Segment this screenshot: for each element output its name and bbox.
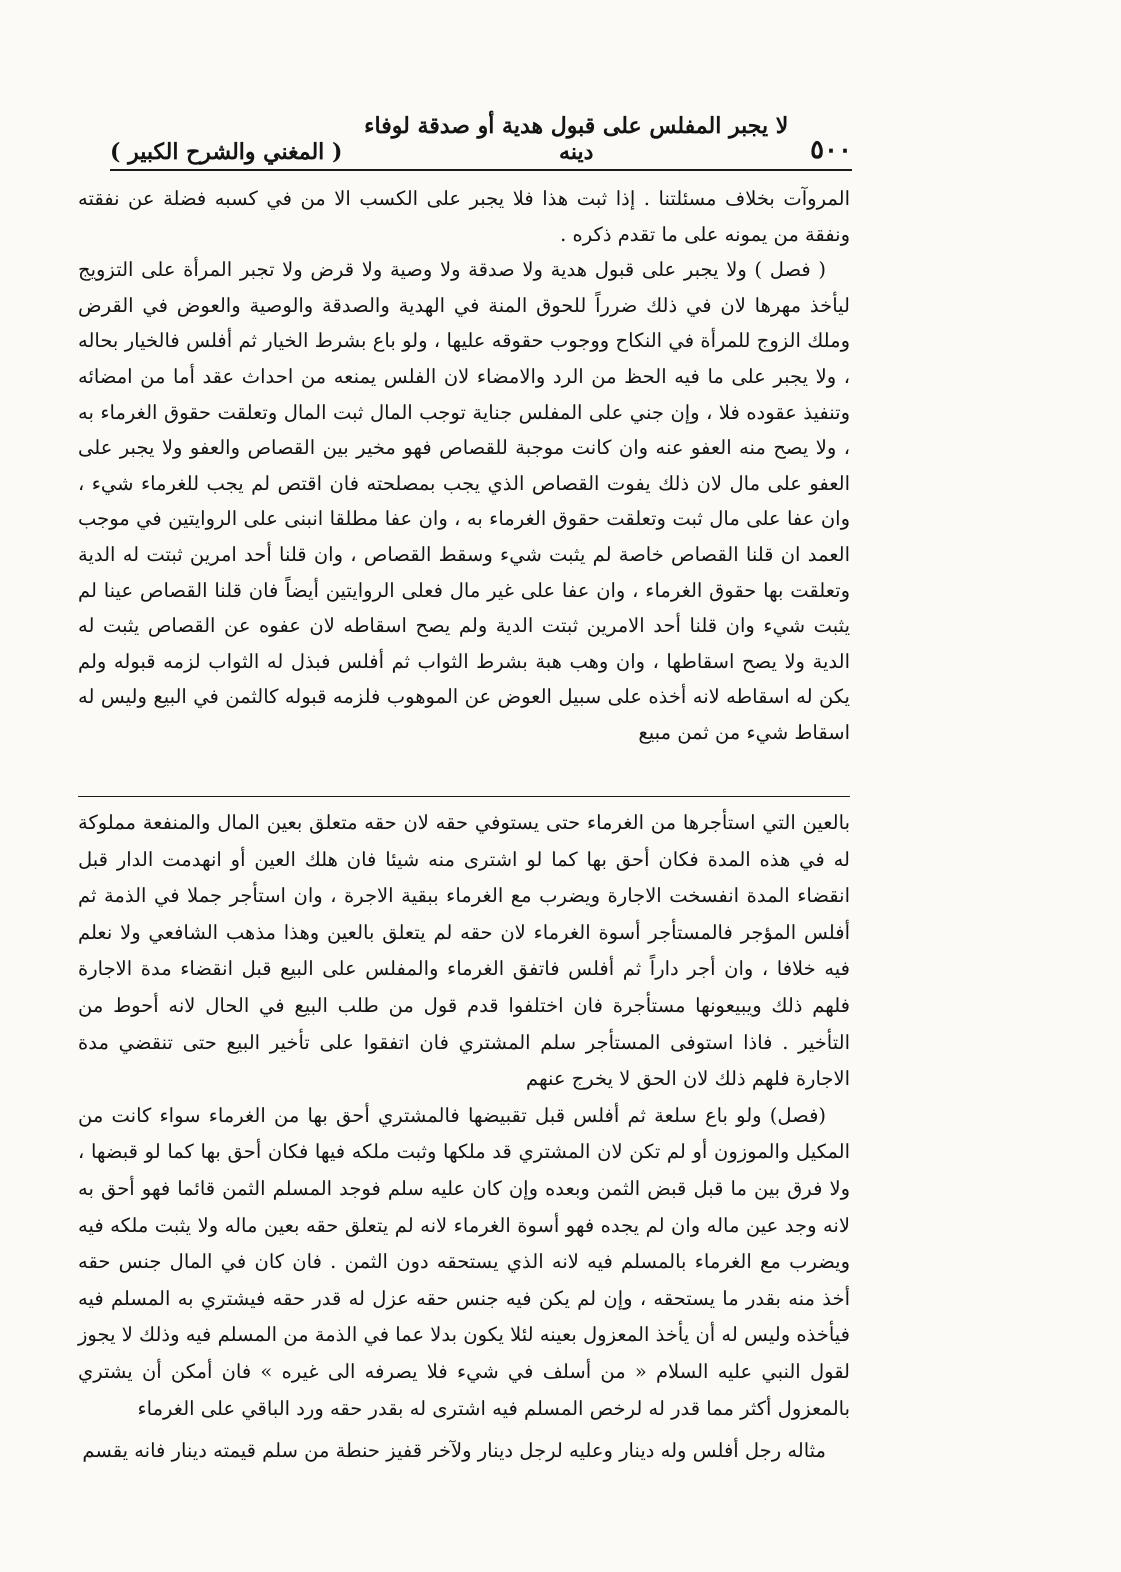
book-title: ( المغني والشرح الكبير ) [110, 139, 343, 165]
lower-paragraph-3: مثاله رجل أفلس وله دينار وعليه لرجل دينار ولآخر قفيز حنطة من سلم قيمته دينار فانه يقسم [82, 1439, 826, 1463]
lower-text-block [78, 805, 850, 1470]
lower-paragraph-1: بالعين التي استأجرها من الغرماء حتى يستوفي حقه لان حقه متعلق بعين المال والمنفعة مملوكة له في هذه المدة فكان أحق بها كما لو اشترى منه شيئا فان هلك العين أو انهدمت الدار قبل انقضاء المدة انفسخت الاجارة ويضرب مع الغرماء ببقية الاجرة ، وان استأجر جملا في الذمة ثم أفلس المؤجر فالمستأجر أسوة الغرماء لان حقه لم يتعلق بالعين وهذا مذهب الشافعي ولا نعلم فيه خلافا ، وان أجر داراً ثم أفلس فاتفق الغرماء والمفلس على البيع قبل انقضاء مدة الاجارة فلهم ذلك ويبيعونها مستأجرة فان اختلفوا قدم قول من طلب البيع في الحال لانه أحوط من التأخير . فاذا استوفى المستأجر سلم المشتري فان اتفقوا على تأخير البيع حتى تنقضي مدة الاجارة فلهم ذلك لان الحق لا يخرج عنهم [78, 811, 850, 1091]
section-divider [78, 796, 850, 797]
upper-paragraph-2: ( فصل ) ولا يجبر على قبول هدية ولا صدقة ولا وصية ولا قرض ولا تجبر المرأة على التزويج ليأخذ مهرها لان في ذلك ضرراً للحوق المنة في الهدية والصدقة والوصية والعوض في القرض وملك الزوج للمرأة في النكاح ووجوب حقوقه عليها ، ولو باع بشرط الخيار ثم أفلس فالخيار بحاله ، ولا يجبر على ما فيه الحظ من الرد والامضاء لان الفلس يمنعه من احداث عقد أما من امضائه وتنفيذ عقوده فلا ، وإن جني على المفلس جناية توجب المال ثبت المال وتعلقت حقوق الغرماء به ، ولا يصح منه العفو عنه وان كانت موجبة للقصاص فهو مخير بين القصاص والعفو ولا يجبر على العفو على مال لان ذلك يفوت القصاص الذي يجب بمصلحته فان اقتص لم يجب للغرماء شيء ، وان عفا على مال ثبت وتعلقت حقوق الغرماء به ، وان عفا مطلقا انبنى على الروايتين في موجب العمد ان قلنا القصاص خاصة لم يثبت شيء وسقط القصاص ، وان قلنا أحد امرين ثبتت له الدية وتعلقت بها حقوق الغرماء ، وان عفا على غير مال فعلى الروايتين أيضاً فان قلنا القصاص عينا لم يثبت شيء وان قلنا أحد الامرين ثبتت الدية ولم يصح اسقاطه لان عفوه عن القصاص يثبت له الدية ولا يصح اسقاطها ، وان وهب هبة بشرط الثواب ثم أفلس فبذل له الثواب لزمه قبوله ولم يكن له اسقاطه لانه أخذه على سبيل العوض عن الموهوب فلزمه قبوله كالثمن في البيع وليس له اسقاط شيء من ثمن مبيع [78, 258, 850, 744]
upper-text-block [78, 181, 850, 751]
page-header [110, 113, 852, 171]
lower-paragraph-2: (فصل) ولو باع سلعة ثم أفلس قبل تقبيضها فالمشتري أحق بها من الغرماء سواء كانت من المكيل والموزون أو لم تكن لان المشتري قد ملكها وثبت ملكه فيها فكان أحق بها كما لو قبضها ، ولا فرق بين ما قبل قبض الثمن وبعده وإن كان عليه سلم فوجد المسلم الثمن قائما فهو أحق به لانه وجد عين ماله وان لم يجده فهو أسوة الغرماء لانه لم يتعلق حقه بعين ماله ولا يثبت ملكه فيه ويضرب مع الغرماء بالمسلم فيه لانه الذي يستحقه دون الثمن . فان كان في المال جنس حقه أخذ منه بقدر ما يستحقه ، وإن لم يكن فيه جنس حقه عزل له قدر حقه فيشتري به المسلم فيه فيأخذه وليس له أن يأخذ المعزول بعينه لئلا يكون بدلا عما في الذمة من المسلم فيه وذلك لا يجوز لقول النبي عليه السلام « من أسلف في شيء فلا يصرفه الى غيره » فان أمكن أن يشتري بالمعزول أكثر مما قدر له لرخص المسلم فيه اشترى له بقدر حقه ورد الباقي على الغرماء [78, 1103, 850, 1420]
running-title: لا يجبر المفلس على قبول هدية أو صدقة لوفاء دينه [364, 113, 789, 165]
upper-paragraph-1: المروآت بخلاف مسئلتنا . إذا ثبت هذا فلا يجبر على الكسب الا من في كسبه فضلة عن نفقته ونفقة من يمونه على ما تقدم ذكره . [78, 187, 850, 246]
page-number: ٥٠٠ [810, 135, 852, 165]
